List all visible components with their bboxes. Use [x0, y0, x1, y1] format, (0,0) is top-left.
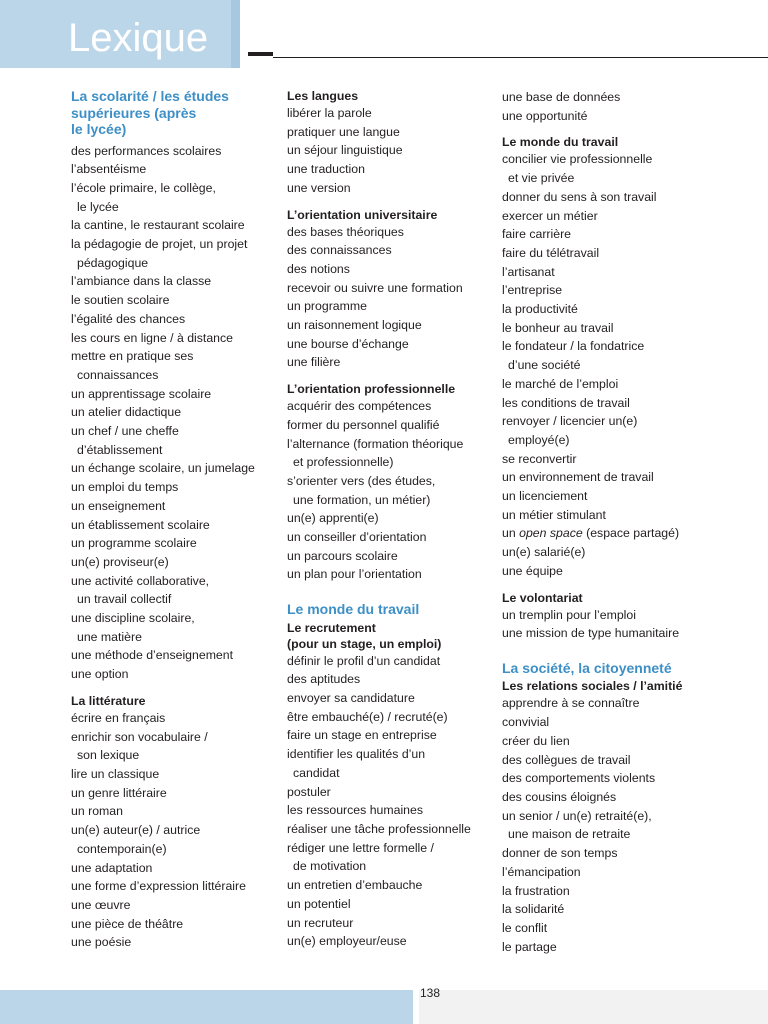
page-title: Lexique [68, 16, 209, 60]
section-title-scolarite: La scolarité / les études supérieures (après le lycée) [71, 88, 229, 137]
list-item: un raisonnement logique [287, 318, 422, 333]
header-banner [0, 0, 240, 68]
list-item: identifier les qualités d’un [287, 747, 426, 762]
list-item: des cousins éloignés [502, 790, 617, 804]
list-item: un environnement de travail [502, 470, 654, 485]
list-item: candidat [293, 765, 340, 780]
list-item: l’égalité des chances [71, 311, 186, 326]
list-item: contemporain(e) [77, 841, 167, 856]
list-item: postuler [287, 784, 331, 799]
list-item: l’école primaire, le collège, [71, 180, 216, 195]
subsection-title-relations-sociales: Les relations sociales / l’amitié [502, 679, 683, 694]
section-title-monde-du-travail: Le monde du travail [287, 601, 420, 618]
list-item: le lycée [77, 199, 119, 214]
list-item: un(e) salarié(e) [502, 545, 586, 560]
list-item: une bourse d’échange [287, 336, 409, 351]
list-item: former du personnel qualifié [287, 417, 440, 432]
list-item: les ressources humaines [287, 803, 424, 818]
list-item: un échange scolaire, un jumelage [71, 461, 255, 476]
list-item: enrichir son vocabulaire / [71, 729, 208, 744]
list-item: envoyer sa candidature [287, 691, 415, 706]
list-item: une équipe [502, 563, 563, 578]
list-item: le soutien scolaire [71, 293, 170, 308]
list-recrutement [287, 652, 492, 951]
section-title-societe: La société, la citoyenneté [502, 659, 672, 676]
list-item: la frustration [502, 883, 570, 898]
list-item: de motivation [293, 859, 367, 874]
list-item: une méthode d’enseignement [71, 648, 234, 663]
list-item: un potentiel [287, 896, 351, 911]
list-item: un conseiller d’orientation [287, 530, 427, 545]
subsection-title-orientation-professionnelle: L’orientation professionnelle [287, 382, 456, 397]
subsection-title-volontariat: Le volontariat [502, 590, 583, 605]
list-item: un tremplin pour l’emploi [502, 607, 636, 622]
list-item: rédiger une lettre formelle / [287, 840, 434, 855]
list-litterature [71, 709, 271, 952]
list-item: une option [71, 667, 129, 682]
list-item: donner de son temps [502, 846, 618, 861]
list-item: mettre en pratique ses [71, 349, 194, 364]
list-item: des connaissances [287, 243, 392, 258]
list-item: réaliser une tâche professionnelle [287, 822, 471, 836]
list-item: des collègues de travail [502, 752, 631, 767]
list-item: un parcours scolaire [287, 548, 398, 563]
list-item: le fondateur / la fondatrice [502, 339, 645, 354]
list-item: la pédagogie de projet, un projet [71, 237, 248, 252]
list-item: recevoir ou suivre une formation [287, 280, 463, 295]
list-item: faire carrière [502, 227, 572, 242]
list-item: un(e) proviseur(e) [71, 554, 169, 569]
subsection-title-langues: Les langues [287, 89, 359, 103]
list-item: un(e) employeur/euse [287, 934, 407, 949]
list-item: un programme [287, 299, 367, 314]
list-item: la productivité [502, 302, 578, 317]
list-item: les conditions de travail [502, 395, 630, 410]
list-item: un séjour linguistique [287, 143, 403, 158]
list-item: faire un stage en entreprise [287, 728, 437, 743]
list-item: employé(e) [508, 432, 570, 447]
list-item: un emploi du temps [71, 480, 179, 495]
list-item: des comportements violents [502, 771, 656, 786]
list-item: et professionnelle) [293, 455, 394, 470]
subsection-title-orientation-universitaire: L’orientation universitaire [287, 207, 438, 222]
list-item: l’entreprise [502, 283, 563, 298]
list-item: écrire en français [71, 710, 166, 725]
page-footer [0, 986, 768, 1024]
list-item: une mission de type humanitaire [502, 626, 680, 641]
list-continued [502, 88, 712, 125]
list-item: un enseignement [71, 498, 166, 513]
list-item: donner du sens à son travail [502, 189, 657, 204]
list-item: une filière [287, 355, 341, 370]
subsection-title-monde-du-travail: Le monde du travail [502, 135, 619, 150]
list-item: un senior / un(e) retraité(e), [502, 808, 652, 823]
list-item: connaissances [77, 367, 159, 382]
list-item: l’émancipation [502, 864, 581, 879]
list-item: le conflit [502, 920, 548, 935]
list-item: d’une société [508, 358, 581, 373]
list-orientation-professionnelle [287, 397, 492, 584]
list-scolarite [71, 142, 271, 684]
list-item: le partage [502, 939, 557, 954]
list-item: un recruteur [287, 915, 354, 930]
list-item: faire du télétravail [502, 245, 600, 260]
list-item: la solidarité [502, 902, 565, 917]
list-item: une forme d’expression littéraire [71, 879, 246, 894]
list-item: une maison de retraite [508, 827, 631, 842]
list-item: d’établissement [77, 442, 163, 457]
subsection-title-recrutement: Le recrutement (pour un stage, un emploi) [287, 620, 442, 651]
column-2 [287, 88, 492, 951]
list-item: un chef / une cheffe [71, 424, 179, 439]
list-item: un(e) auteur(e) / autrice [71, 823, 201, 838]
list-item: une activité collaborative, [71, 573, 210, 588]
list-item: s’orienter vers (des études, [287, 473, 436, 488]
list-item: le marché de l’emploi [502, 376, 619, 391]
list-item: une opportunité [502, 108, 588, 123]
list-item: un entretien d’embauche [287, 878, 423, 893]
footer-bar-right [419, 990, 768, 1024]
open-space-term: open space [519, 526, 583, 541]
list-orientation-universitaire [287, 223, 492, 373]
list-item: une formation, un métier) [293, 492, 431, 507]
page-number: 138 [420, 986, 441, 1000]
list-item: un métier stimulant [502, 507, 606, 522]
list-item: pratiquer une langue [287, 124, 400, 139]
list-item: l’ambiance dans la classe [71, 274, 212, 289]
list-item: un atelier didactique [71, 405, 182, 420]
list-item: des aptitudes [287, 672, 361, 687]
list-item: lire un classique [71, 767, 160, 781]
list-item: un apprentissage scolaire [71, 386, 212, 401]
column-3 [502, 88, 712, 956]
list-item: libérer la parole [287, 106, 372, 120]
footer-bar-left [0, 990, 413, 1024]
list-item: un travail collectif [77, 592, 172, 607]
list-item: des bases théoriques [287, 224, 404, 239]
list-item: l’alternance (formation théorique [287, 436, 464, 451]
list-item: une matière [77, 629, 142, 644]
list-item: la cantine, le restaurant scolaire [71, 218, 245, 233]
list-item: un(e) apprenti(e) [287, 511, 379, 526]
list-item: un roman [71, 804, 123, 819]
list-item: une version [287, 180, 351, 195]
list-item: exercer un métier [502, 208, 598, 223]
subsection-title-litterature: La littérature [71, 693, 146, 708]
list-monde-du-travail [502, 150, 712, 580]
list-item: convivial [502, 715, 550, 730]
header-accent-strip [231, 0, 240, 68]
column-1 [71, 88, 271, 952]
list-item: une adaptation [71, 860, 153, 875]
list-item: apprendre à se connaître [502, 696, 640, 711]
list-item: être embauché(e) / recruté(e) [287, 709, 448, 724]
list-item: un établissement scolaire [71, 517, 210, 532]
list-item: un genre littéraire [71, 785, 167, 800]
list-item: une pièce de théâtre [71, 916, 184, 931]
list-item: une discipline scolaire, [71, 611, 195, 626]
list-item: une traduction [287, 162, 365, 177]
list-item: pédagogique [77, 255, 149, 270]
list-item: un plan pour l’orientation [287, 567, 422, 582]
list-item: les cours en ligne / à distance [71, 330, 234, 345]
header-rule [273, 57, 768, 58]
list-item: créer du lien [502, 733, 570, 748]
list-item: se reconvertir [502, 451, 577, 466]
list-item: l’absentéisme [71, 162, 147, 177]
list-volontariat [502, 606, 712, 643]
list-item: le bonheur au travail [502, 320, 614, 335]
list-item: renvoyer / licencier un(e) [502, 414, 638, 429]
list-item: des notions [287, 261, 350, 276]
list-item: une œuvre [71, 897, 131, 912]
list-langues [287, 104, 492, 198]
header-dash [248, 52, 273, 56]
list-item: l’artisanat [502, 264, 555, 279]
list-item: acquérir des compétences [287, 399, 432, 414]
list-item: et vie privée [508, 171, 575, 186]
list-item: des performances scolaires [71, 143, 222, 158]
list-item: un open space (espace partagé) [502, 526, 680, 541]
list-item: son lexique [77, 748, 140, 763]
list-item: définir le profil d’un candidat [287, 653, 441, 668]
list-item: concilier vie professionnelle [502, 152, 653, 167]
list-item: une base de données [502, 90, 621, 104]
list-relations-sociales [502, 694, 712, 956]
list-item: une poésie [71, 935, 132, 950]
list-item: un licenciement [502, 489, 588, 504]
list-item: un programme scolaire [71, 536, 197, 551]
